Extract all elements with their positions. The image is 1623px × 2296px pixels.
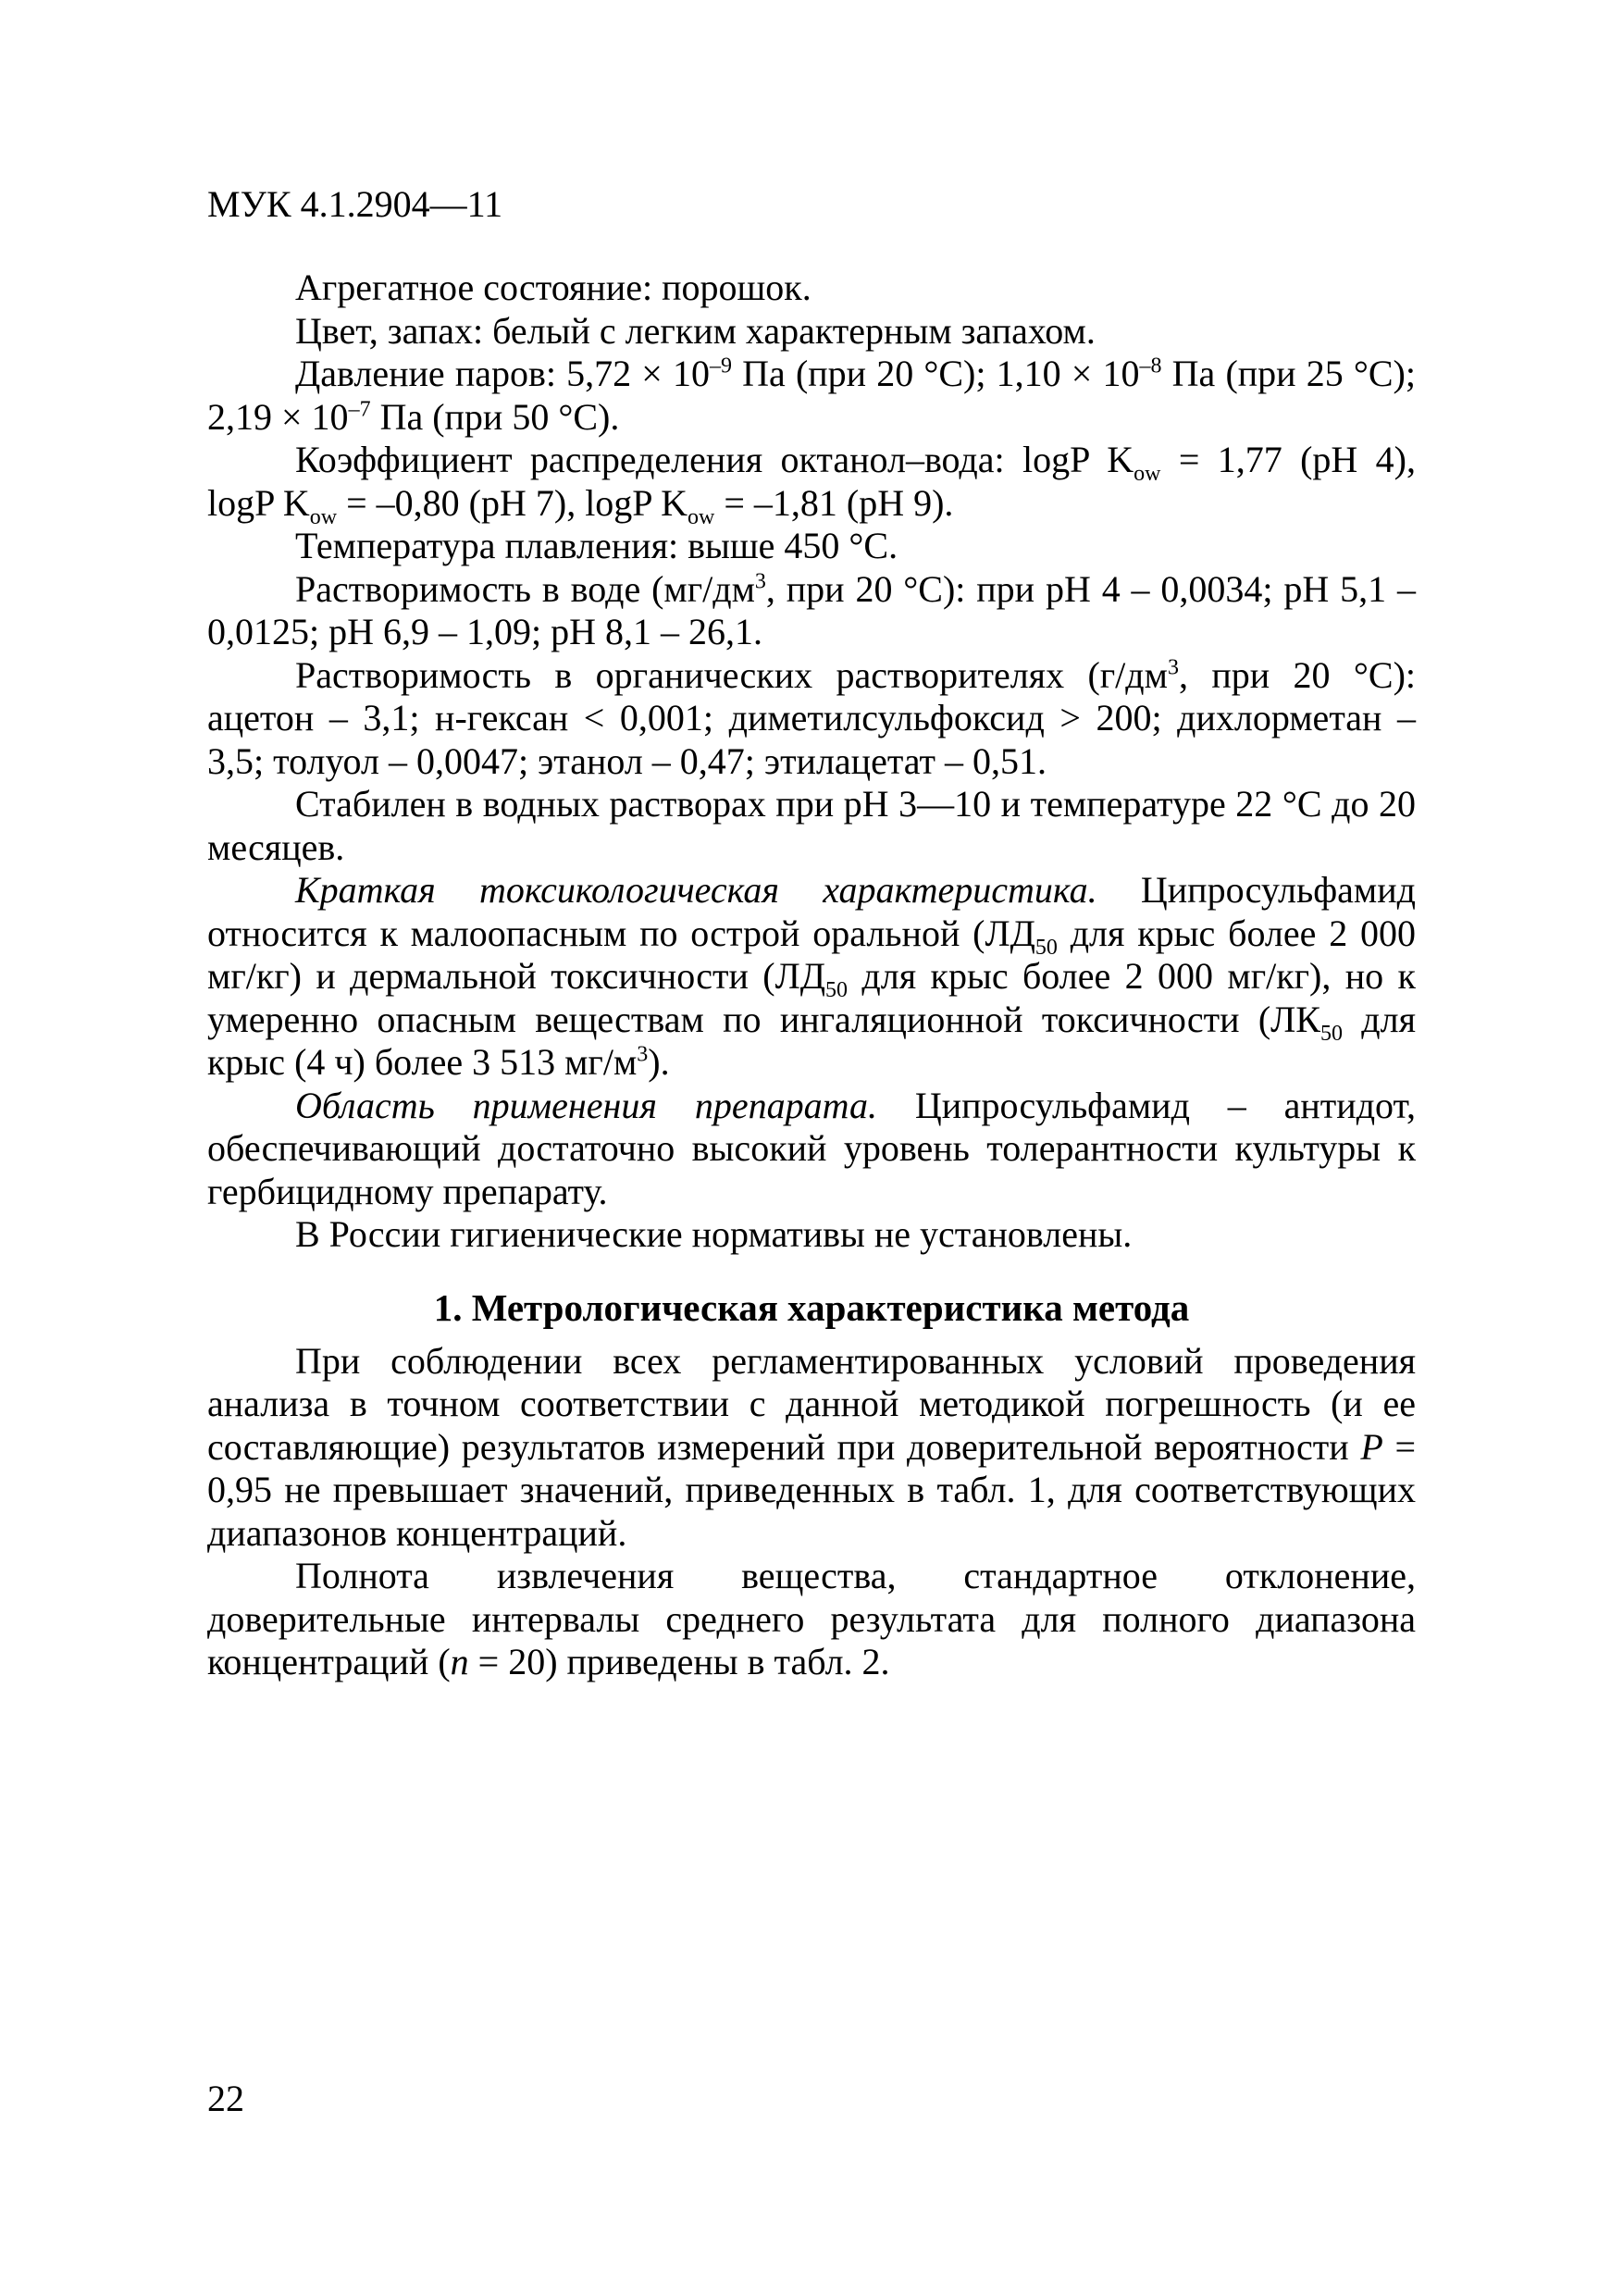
- page-number: 22: [207, 2078, 244, 2119]
- paragraph-aggregate-state: Агрегатное состояние: порошок.: [295, 267, 812, 308]
- paragraph-color-odor: Цвет, запах: белый с легким характерным запахом.: [295, 309, 1096, 352]
- paragraph-water-solubility: Растворимость в воде ($мг/дм^3$, при 20 °С): при pH 4 – 0,0034; pH 5,1 – 0,0125; pH 6,9 – 1,09; pH 8,1 – 26,1.: [207, 567, 1417, 652]
- page-body: [207, 267, 1416, 1684]
- paragraph-application-area: Область применения препарата. Ципросульфамид – антидот, обеспечивающий достаточно высокий уровень толерантности культуры к гербицидному препарату.: [207, 1084, 1416, 1212]
- paragraph-recovery: Полнота извлечения вещества, стандартное отклонение, доверительные интервалы среднего результата для полного диапазона концентраций (n = 20) приведены в табл. 2.: [207, 1555, 1416, 1682]
- paragraph-stability: Стабилен в водных растворах при pH 3—10 и температуре 22 °С до 20 месяцев.: [207, 783, 1416, 868]
- paragraph-organic-solubility: Растворимость в органических растворителях ($г/дм^3$, при 20 °С): ацетон – 3,1; н-гексан < 0,001; диметилсульфоксид > 200; дихлорметан – 3,5; толуол – 0,0047; этанол – 0,47; этилацетат – 0,51.: [207, 653, 1417, 782]
- paragraph-partition-coefficient: Коэффициент распределения октанол–вода: logP $K_{ow} = 1,77$ (pH 4), logP $K_{ow} = -0,80$ (pH 7), logP $K_{ow} = -1,81$ (pH 9).: [207, 439, 1416, 529]
- paragraph-vapor-pressure: Давление паров: $5,72 \times 10^{-9}$ Па (при 20 °С); $1,10 \times 10^{-8}$ Па (при 25 °С); $2,19 \times 10^{-7}$ Па (при 50 °С).: [207, 353, 1416, 438]
- section-heading-metrology: 1. Метрологическая характеристика метода: [433, 1285, 1190, 1329]
- paragraph-melting-point: Температура плавления: выше 450 °С.: [295, 525, 898, 566]
- document-code-header: МУК 4.1.2904—11: [207, 183, 503, 225]
- paragraph-hygiene-norms: В России гигиенические нормативы не установлены.: [295, 1213, 1133, 1255]
- paragraph-toxicology: Краткая токсикологическая характеристика. Ципросульфамид относится к малоопасным по острой оральной ($ЛД_{50}$ для крыс более 2 000 мг/кг) и дермальной токсичности ($ЛД_{50}$ для крыс более 2 000 мг/кг), но к умеренно опасным веществам по ингаляционной токсичности ($ЛК_{50}$ для крыс (4 ч) более 3 513 $мг/м^3$).: [207, 869, 1416, 1083]
- paragraph-measurement-error: При соблюдении всех регламентированных условий проведения анализа в точном соответствии с данной методикой погрешность (и ее составляющие) результатов измерений при доверительной вероятности P = 0,95 не превышает значений, приведенных в табл. 1, для соответствующих диапазонов концентраций.: [207, 1339, 1417, 1554]
